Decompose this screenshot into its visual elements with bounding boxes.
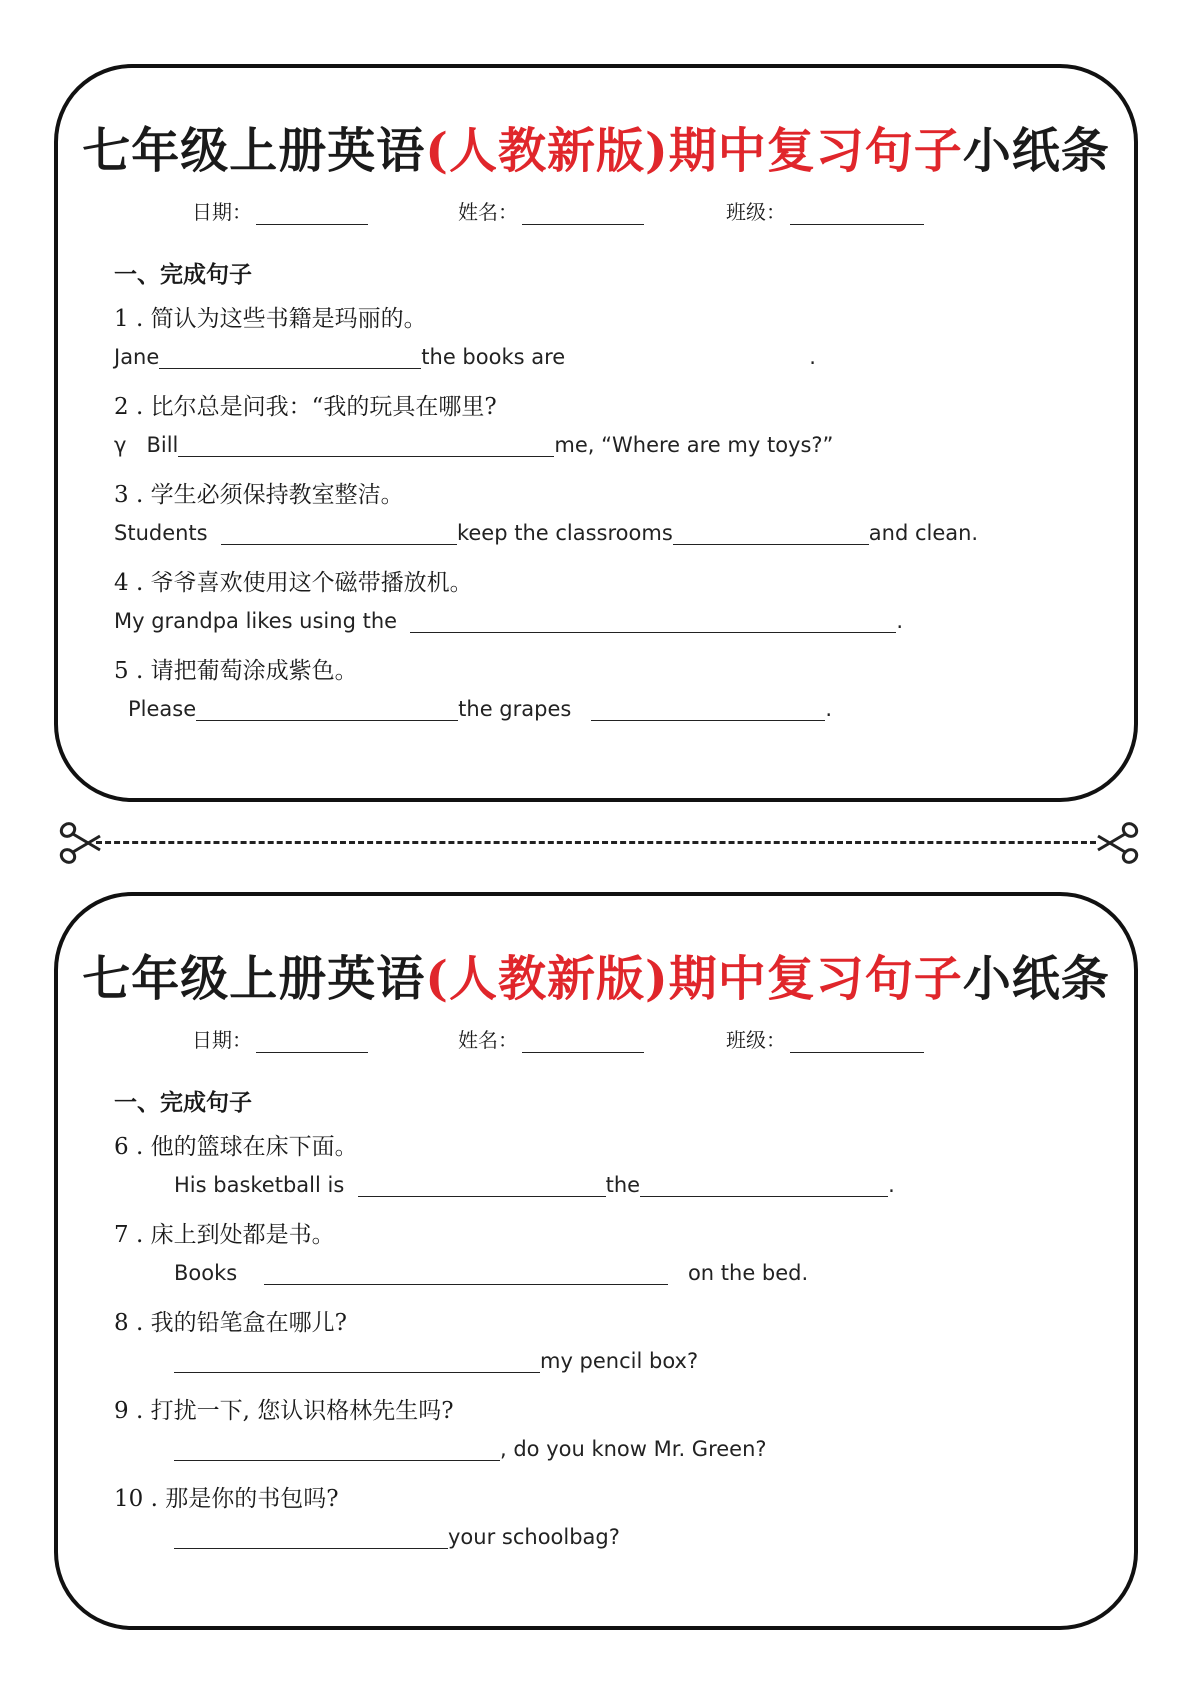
date-field[interactable] [192,196,368,225]
name-label: 姓名： [458,1028,518,1052]
section-heading: 一、完成句子 [114,261,252,288]
question-10: 10 . 那是你的书包吗? [114,1486,339,1512]
answer-line-3 [114,520,978,545]
answer-text: γ [114,433,127,457]
answer-blank[interactable] [358,1172,606,1197]
answer-line-9 [174,1436,767,1461]
question-7: 7 . 床上到处都是书。 [114,1222,335,1248]
cut-line [96,841,1096,844]
answer-text: my pencil box? [540,1349,699,1373]
question-3: 3 . 学生必须保持教室整洁。 [114,482,404,508]
question-9: 9 . 打扰一下, 您认识格林先生吗? [114,1398,454,1424]
answer-text: . [896,609,904,633]
answer-blank[interactable] [174,1348,540,1373]
scissors-icon [1094,820,1140,866]
date-blank[interactable] [256,1030,368,1053]
answer-blank[interactable] [591,696,825,721]
answer-line-4 [114,608,903,633]
question-4: 4 . 爷爷喜欢使用这个磁带播放机。 [114,570,473,596]
answer-text: . [888,1173,895,1197]
title-part-1: 七年级上册英语 [82,951,426,1007]
class-label: 班级： [726,1028,786,1052]
answer-line-1 [114,344,816,369]
answer-blank[interactable] [410,608,896,633]
answer-blank[interactable] [174,1436,500,1461]
answer-line-10 [174,1524,620,1549]
answer-text: . [809,345,816,369]
question-2: 2 . 比尔总是问我：“我的玩具在哪里? [114,394,497,420]
answer-text: keep the classrooms [456,521,673,545]
title-part-red: (人教新版)期中复习句子 [425,123,963,179]
answer-line-7 [174,1260,808,1285]
question-5: 5 . 请把葡萄涂成紫色。 [114,658,358,684]
class-label: 班级： [726,200,786,224]
answer-blank[interactable] [640,1172,888,1197]
title-part-2: 小纸条 [962,951,1110,1007]
answer-text: My grandpa likes using the [114,609,398,633]
slip-card-1 [54,64,1138,802]
answer-line-8 [174,1348,698,1373]
answer-blank[interactable] [673,520,869,545]
answer-blank[interactable] [565,345,809,369]
meta-row [58,1024,1134,1064]
class-blank[interactable] [790,1030,924,1053]
answer-line-5 [128,696,832,721]
question-8: 8 . 我的铅笔盒在哪儿? [114,1310,347,1336]
name-blank[interactable] [522,1030,644,1053]
answer-text: your schoolbag? [448,1525,620,1549]
date-field[interactable] [192,1024,368,1053]
name-label: 姓名： [458,200,518,224]
date-label: 日期： [192,1028,252,1052]
answer-line-6 [174,1172,895,1197]
slip-card-2 [54,892,1138,1630]
section-heading: 一、完成句子 [114,1089,252,1116]
answer-text: the grapes [458,697,572,721]
answer-text: Books [174,1261,238,1285]
answer-text: Students [114,521,208,545]
answer-text: the books are [421,345,566,369]
answer-text: and clean. [868,521,979,545]
card-title [58,940,1134,1009]
answer-text: His basketball is [174,1173,345,1197]
card-title [58,112,1134,181]
answer-line-2 [114,432,833,457]
question-6: 6 . 他的篮球在床下面。 [114,1134,358,1160]
answer-blank[interactable] [178,432,554,457]
class-field[interactable] [726,1024,924,1053]
answer-blank[interactable] [264,1260,668,1285]
answer-text: Jane [114,345,160,369]
answer-text: the [605,1173,641,1197]
answer-text: on the bed. [687,1261,809,1285]
name-field[interactable] [458,1024,644,1053]
answer-text: . [825,697,833,721]
name-blank[interactable] [522,202,644,225]
title-part-red: (人教新版)期中复习句子 [425,951,963,1007]
class-field[interactable] [726,196,924,225]
answer-blank[interactable] [196,696,458,721]
answer-text: Please [128,697,197,721]
class-blank[interactable] [790,202,924,225]
date-blank[interactable] [256,202,368,225]
date-label: 日期： [192,200,252,224]
answer-blank[interactable] [159,344,421,369]
name-field[interactable] [458,196,644,225]
meta-row [58,196,1134,236]
question-1: 1 . 简认为这些书籍是玛丽的。 [114,306,427,332]
answer-text: me, “Where are my toys?” [554,433,834,457]
title-part-1: 七年级上册英语 [82,123,426,179]
answer-text: , do you know Mr. Green? [500,1437,767,1461]
title-part-2: 小纸条 [962,123,1110,179]
answer-blank[interactable] [221,520,457,545]
answer-blank[interactable] [174,1524,448,1549]
answer-text: Bill [146,433,179,457]
